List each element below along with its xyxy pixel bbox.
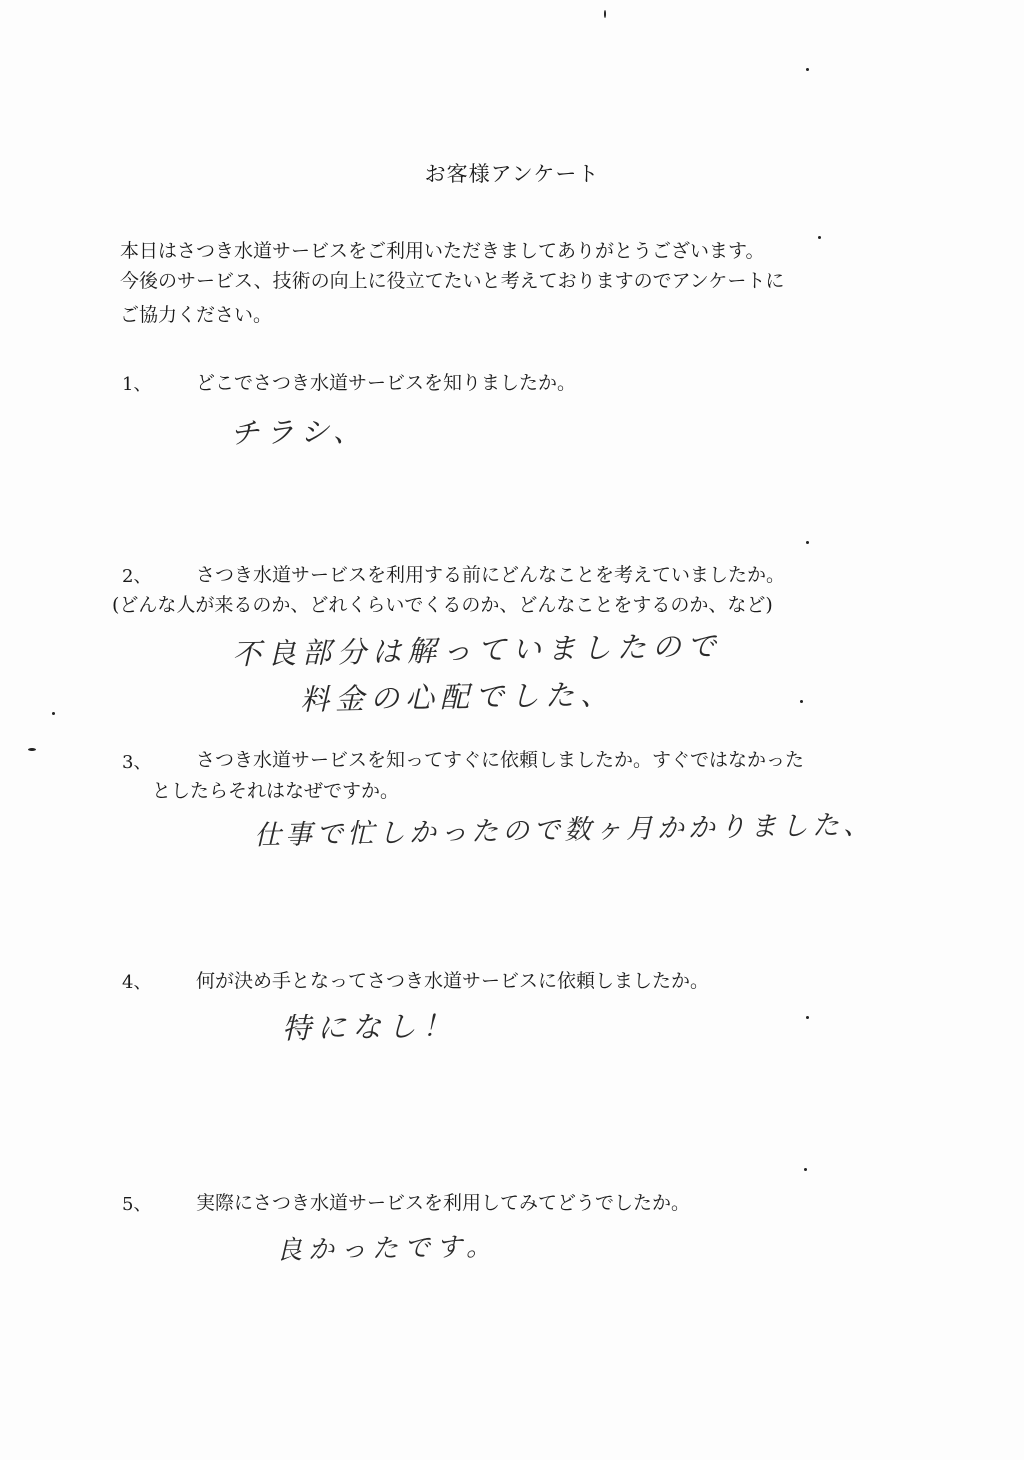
question-3-subtext: としたらそれはなぜですか。 [152, 780, 400, 802]
question-3-number: 3、 [122, 752, 152, 773]
scan-speck [604, 10, 606, 18]
question-2-subtext: (どんな人が来るのか、どれくらいでくるのか、どんなことをするのか、など) [112, 594, 773, 616]
scan-speck [28, 748, 36, 751]
question-2-text: さつき水道サービスを利用する前にどんなことを考えていましたか。 [196, 564, 786, 586]
scan-speck [52, 712, 55, 715]
scan-speck [806, 541, 809, 544]
intro-line-1: 本日はさつき水道サービスをご利用いただきましてありがとうございます。 [120, 240, 765, 262]
scan-speck [806, 68, 809, 71]
question-4-number: 4、 [122, 972, 152, 993]
scan-speck [806, 1016, 809, 1019]
question-3-text: さつき水道サービスを知ってすぐに依頼しましたか。すぐではなかった [196, 749, 805, 771]
question-5-number: 5、 [122, 1194, 152, 1215]
question-2-number: 2、 [122, 566, 152, 587]
question-1-number: 1、 [122, 374, 152, 395]
intro-line-3: ご協力ください。 [120, 304, 273, 326]
question-4-text: 何が決め手となってさつき水道サービスに依頼しましたか。 [196, 970, 710, 992]
question-2-answer-line-1: 不良部分は解っていましたので [231, 628, 723, 672]
page-title: お客様アンケート [424, 162, 600, 186]
question-1-text: どこでさつき水道サービスを知りましたか。 [196, 372, 577, 394]
question-5-text: 実際にさつき水道サービスを利用してみてどうでしたか。 [196, 1192, 691, 1214]
question-1-answer: チラシ、 [229, 413, 368, 451]
question-3-answer: 仕事で忙しかったので数ヶ月かかりました、 [253, 809, 875, 852]
scan-speck [818, 236, 821, 239]
intro-line-2: 今後のサービス、技術の向上に役立てたいと考えておりますのでアンケートに [120, 270, 785, 292]
question-5-answer: 良かったです。 [275, 1232, 499, 1266]
scan-speck [800, 700, 803, 703]
scan-speck [804, 1168, 807, 1171]
question-4-answer: 特になし！ [281, 1008, 458, 1046]
question-2-answer-line-2: 料金の心配でした、 [299, 677, 616, 717]
